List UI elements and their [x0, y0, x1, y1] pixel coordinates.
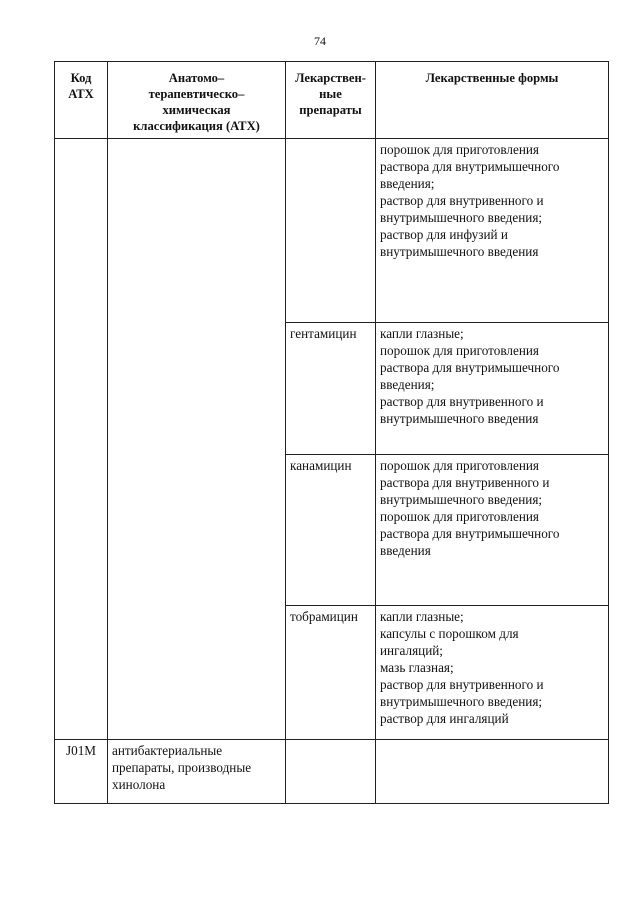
form-line: раствора для внутримышечного — [380, 526, 560, 541]
header-drugs — [286, 62, 376, 139]
header-code — [55, 62, 108, 139]
table-row — [55, 740, 609, 804]
form-line: внутримышечного введения — [380, 411, 539, 426]
header-atc-line: химическая — [162, 103, 231, 117]
drug-table — [54, 61, 609, 804]
form-line: капли глазные; — [380, 326, 464, 341]
atc-line: хинолона — [112, 777, 166, 792]
header-code-line: АТХ — [68, 87, 94, 101]
page-number: 74 — [314, 34, 326, 48]
form-line: раствор для внутривенного и — [380, 193, 544, 208]
cell-forms — [376, 139, 609, 323]
cell-drug: канамицин — [286, 455, 376, 606]
form-line: порошок для приготовления — [380, 458, 540, 473]
header-atc-line: терапевтическо– — [148, 87, 245, 101]
form-line: раствор для инфузий и — [380, 227, 508, 242]
form-line: внутримышечного введения; — [380, 694, 543, 709]
form-line: раствора для внутривенного и — [380, 475, 550, 490]
cell-drug — [286, 139, 376, 323]
form-line: порошок для приготовления — [380, 343, 540, 358]
atc-line: антибактериальные — [112, 743, 223, 758]
form-line: раствор для ингаляций — [380, 711, 509, 726]
header-forms — [376, 62, 609, 139]
form-line: раствора для внутримышечного — [380, 159, 560, 174]
form-line: раствора для внутримышечного — [380, 360, 560, 375]
form-line: порошок для приготовления — [380, 509, 540, 524]
form-line: внутримышечного введения; — [380, 210, 543, 225]
header-drugs-line: Лекарствен- — [295, 71, 366, 85]
cell-code: J01M — [55, 740, 108, 804]
cell-drug: гентамицин — [286, 323, 376, 455]
cell-atc-empty — [108, 139, 286, 740]
cell-forms — [376, 455, 609, 606]
form-line: капсулы с порошком для — [380, 626, 519, 641]
header-code-line: Код — [70, 71, 92, 85]
table-header-row — [55, 62, 609, 139]
form-line: капли глазные; — [380, 609, 464, 624]
form-line: введения — [380, 543, 431, 558]
cell-drug-empty — [286, 740, 376, 804]
form-line: введения; — [380, 377, 435, 392]
atc-line: препараты, производные — [112, 760, 252, 775]
cell-atc — [108, 740, 286, 804]
header-drugs-line: препараты — [299, 103, 362, 117]
header-atc-line: классификация (АТХ) — [133, 119, 260, 133]
cell-code-empty — [55, 139, 108, 740]
form-line: внутримышечного введения; — [380, 492, 543, 507]
form-line: мазь глазная; — [380, 660, 454, 675]
table-row — [55, 139, 609, 323]
form-line: раствор для внутривенного и — [380, 394, 544, 409]
form-line: внутримышечного введения — [380, 244, 539, 259]
cell-drug: тобрамицин — [286, 606, 376, 740]
cell-forms — [376, 606, 609, 740]
header-atc-line: Анатомо– — [168, 71, 225, 85]
form-line: раствор для внутривенного и — [380, 677, 544, 692]
cell-forms-empty — [376, 740, 609, 804]
header-forms-line: Лекарственные формы — [425, 71, 559, 85]
form-line: введения; — [380, 176, 435, 191]
header-atc — [108, 62, 286, 139]
form-line: ингаляций; — [380, 643, 443, 658]
header-drugs-line: ные — [319, 87, 342, 101]
cell-forms — [376, 323, 609, 455]
form-line: порошок для приготовления — [380, 142, 540, 157]
